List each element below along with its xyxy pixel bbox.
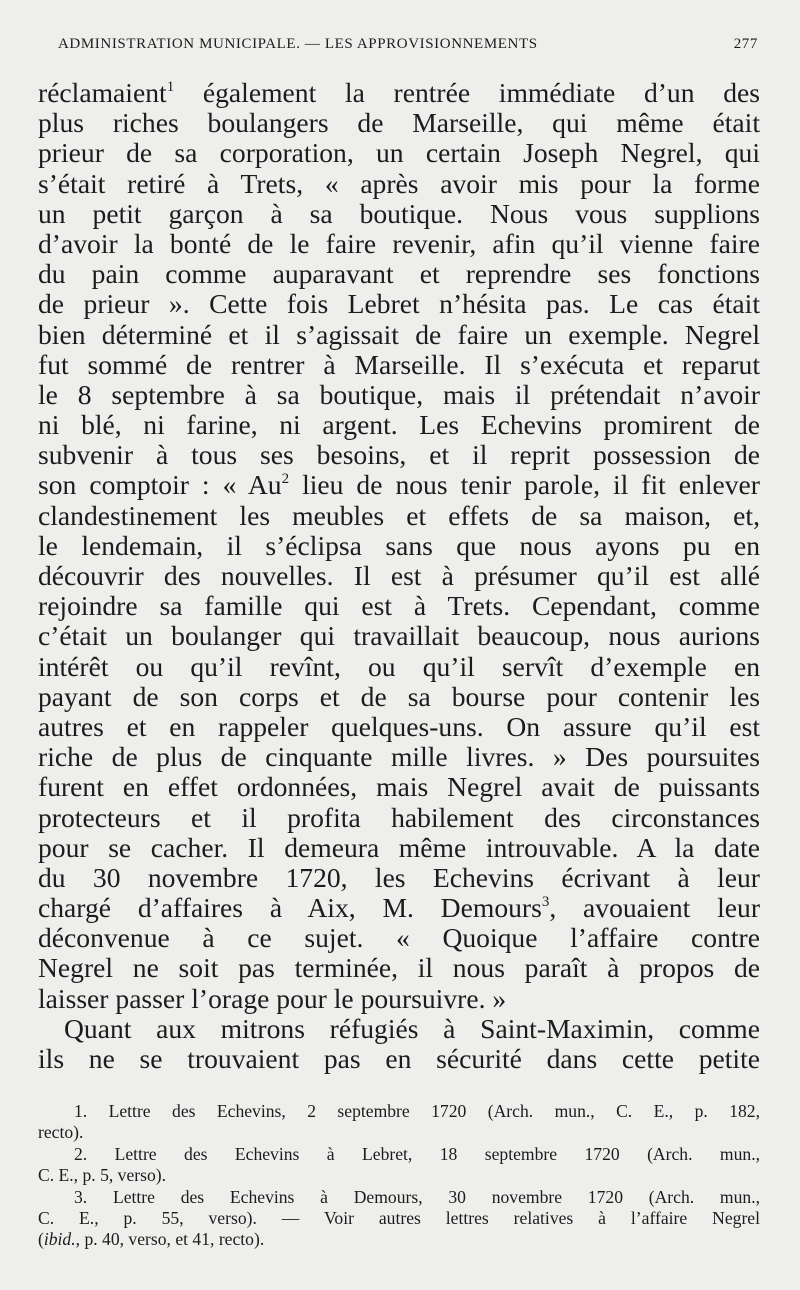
footnote-line: C. E., p. 5, verso). bbox=[38, 1165, 167, 1186]
footnote-line: 1. Lettre des Echevins, 2 septembre 1720 (Arch. mun., C. E., p. 182, bbox=[74, 1101, 760, 1121]
text-line: bien déterminé et il s’agissait de faire un exemple. Negrel bbox=[38, 318, 760, 350]
text-line: fut sommé de rentrer à Marseille. Il s’exécuta et reparut bbox=[38, 348, 760, 380]
text-line: prieur de sa corporation, un certain Joseph Negrel, qui bbox=[38, 137, 760, 169]
text-line: ni blé, ni farine, ni argent. Les Echevins promirent de bbox=[38, 409, 760, 441]
text-line: le 8 septembre à sa boutique, mais il prétendait n’avoir bbox=[38, 378, 760, 410]
text-line: Quant aux mitrons réfugiés à Saint-Maximin, comme bbox=[64, 1012, 760, 1044]
text-line: s’était retiré à Trets, « après avoir mis pour la forme bbox=[38, 167, 760, 199]
text-line: protecteurs et il profita habilement des circonstances bbox=[38, 801, 760, 833]
text-line: riche de plus de cinquante mille livres. » Des poursuites bbox=[38, 741, 760, 773]
text-line bbox=[38, 893, 760, 923]
text-line: c’était un boulanger qui travaillait beaucoup, nous aurions bbox=[38, 620, 760, 652]
text-line: ils ne se trouvaient pas en sécurité dans cette petite bbox=[38, 1043, 760, 1074]
footnote-ref: 1 bbox=[166, 79, 175, 95]
text-line: découvrir des nouvelles. Il est à présumer qu’il est allé bbox=[38, 560, 760, 591]
text-line: du pain comme auparavant et reprendre ses fonctions bbox=[38, 258, 760, 290]
text-line: autres et en rappeler quelques-uns. On assure qu’il est bbox=[38, 710, 760, 742]
text-segment: son comptoir : « Au bbox=[38, 469, 282, 501]
text-segment: réclamaient bbox=[38, 77, 167, 108]
footnote-line: recto). bbox=[38, 1122, 84, 1143]
text-line bbox=[38, 78, 760, 108]
text-line: déconvenue à ce sujet. « Quoique l’affaire contre bbox=[38, 922, 760, 954]
text-segment: chargé d’affaires à Aix, M. Demours bbox=[38, 892, 542, 924]
text-segment: , avouaient leur bbox=[549, 892, 761, 924]
footnote-segment: , p. 40, verso, et 41, recto). bbox=[75, 1229, 265, 1250]
footnote-ref: 2 bbox=[281, 471, 290, 488]
text-line: plus riches boulangers de Marseille, qui même était bbox=[38, 107, 760, 139]
text-line: clandestinement les meubles et effets de sa maison, et, bbox=[38, 499, 760, 531]
text-line: le lendemain, il s’éclipsa sans que nous ayons pu en bbox=[38, 529, 760, 561]
footnote-line: C. E., p. 55, verso). — Voir autres lettres relatives à l’affaire Negrel bbox=[38, 1207, 760, 1228]
footnotes bbox=[38, 1101, 760, 1251]
footnote-ref: 3 bbox=[541, 894, 550, 911]
text-segment: lieu de nous tenir parole, il fit enlever bbox=[289, 469, 760, 501]
footnote-line: (ibid., p. 40, verso, et 41, recto). bbox=[38, 1229, 265, 1250]
text-line: rejoindre sa famille qui est à Trets. Cependant, comme bbox=[38, 590, 760, 622]
footnote-line: 3. Lettre des Echevins à Demours, 30 novembre 1720 (Arch. mun., bbox=[74, 1186, 760, 1207]
text-line: subvenir à tous ses besoins, et il reprit possession de bbox=[38, 439, 760, 471]
text-line: payant de son corps et de sa bourse pour contenir les bbox=[38, 680, 760, 712]
text-line: intérêt ou qu’il revînt, ou qu’il servît d’exemple en bbox=[38, 650, 760, 682]
footnote-italic: ibid. bbox=[43, 1229, 76, 1250]
text-line: du 30 novembre 1720, les Echevins écrivant à leur bbox=[38, 861, 760, 893]
text-line: laisser passer l’orage pour le poursuivre. » bbox=[38, 982, 507, 1014]
text-line: de prieur ». Cette fois Lebret n’hésita pas. Le cas était bbox=[38, 288, 760, 320]
text-line: Negrel ne soit pas terminée, il nous paraît à propos de bbox=[38, 952, 760, 984]
footnote-line: 2. Lettre des Echevins à Lebret, 18 septembre 1720 (Arch. mun., bbox=[74, 1143, 760, 1164]
text-line bbox=[38, 470, 760, 500]
text-line: furent en effet ordonnées, mais Negrel avait de puissants bbox=[38, 771, 760, 803]
text-segment: également la rentrée immédiate d’un des bbox=[174, 77, 760, 108]
text-line: pour se cacher. Il demeura même introuvable. A la date bbox=[38, 831, 760, 863]
body-text bbox=[38, 78, 760, 1074]
text-line: d’avoir la bonté de le faire revenir, afin qu’il vienne faire bbox=[38, 227, 760, 259]
running-head-title: ADMINISTRATION MUNICIPALE. — LES APPROVISIONNEMENTS bbox=[58, 36, 538, 52]
page-number: 277 bbox=[733, 36, 758, 52]
running-head bbox=[58, 36, 758, 53]
text-line: un petit garçon à sa boutique. Nous vous supplions bbox=[38, 197, 760, 229]
